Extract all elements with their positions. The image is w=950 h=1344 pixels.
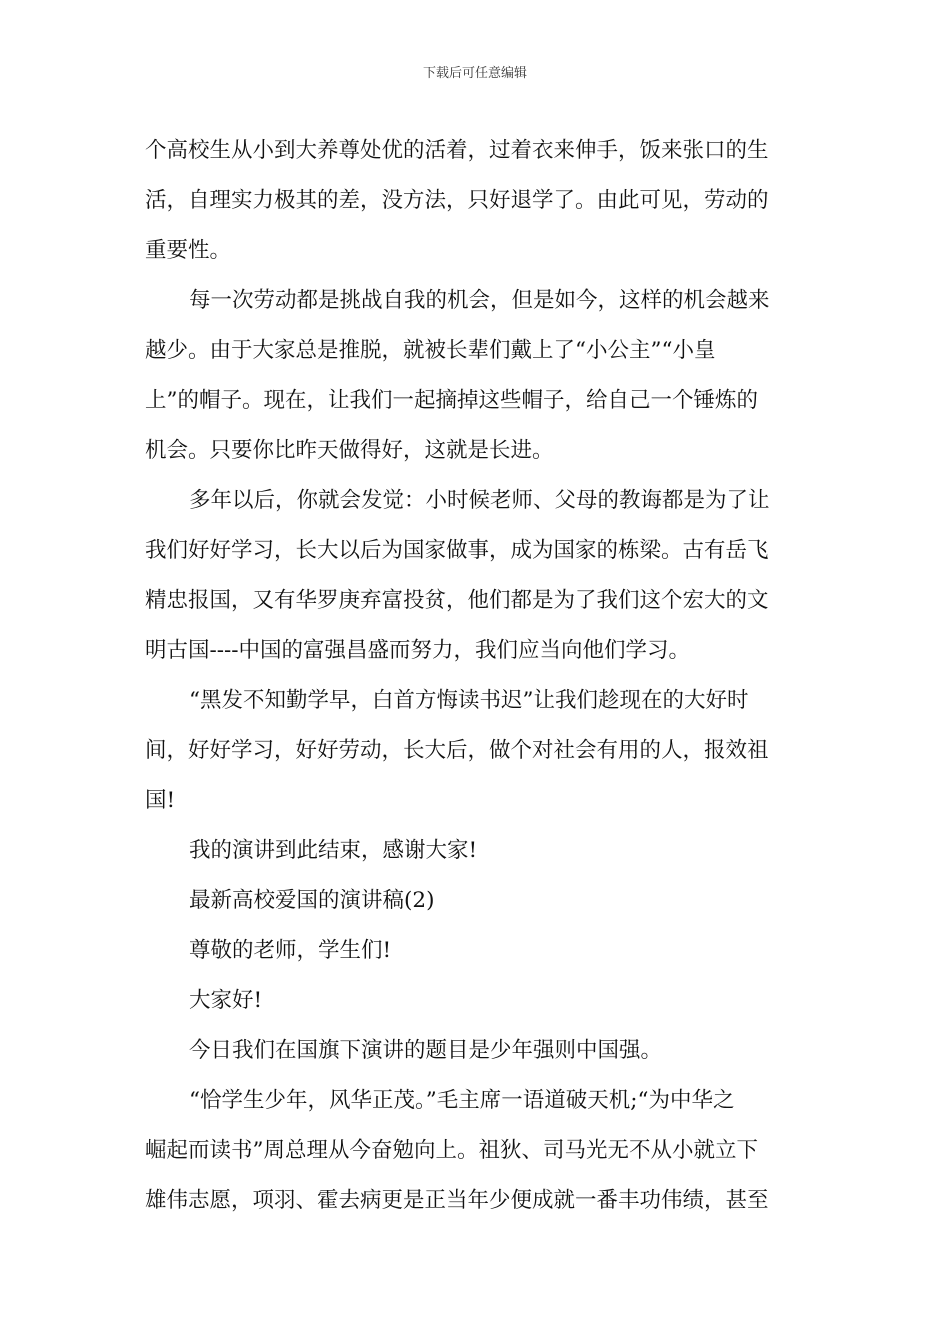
text-line: 上”的帽子。现在，让我们一起摘掉这些帽子，给自己一个锤炼的 (145, 388, 758, 413)
text-line: “黑发不知勤学早，白首方悔读书迟”让我们趁现在的大好时 (189, 688, 749, 713)
text-line: 活，自理实力极其的差，没方法，只好退学了。由此可见，劳动的 (145, 188, 769, 213)
page-header: 下载后可任意编辑 (422, 66, 527, 81)
text-line: 国! (145, 788, 176, 813)
text-line: 多年以后，你就会发觉：小时候老师、父母的教诲都是为了让 (189, 488, 770, 513)
text-line: 间，好好学习，好好劳动，长大后，做个对社会有用的人，报效祖 (145, 738, 769, 763)
text-line: 个高校生从小到大养尊处优的活着，过着衣来伸手，饭来张口的生 (145, 138, 769, 163)
text-line: “恰学生少年，风华正茂。”毛主席一语道破天机;“为中华之 (189, 1088, 735, 1113)
text-line: 今日我们在国旗下演讲的题目是少年强则中国强。 (189, 1038, 663, 1063)
text-line: 精忠报国，又有华罗庚弃富投贫，他们都是为了我们这个宏大的文 (145, 588, 769, 613)
text-line: 机会。只要你比昨天做得好，这就是长进。 (145, 438, 554, 463)
text-line: 最新高校爱国的演讲稿(2) (189, 888, 435, 913)
text-line: 每一次劳动都是挑战自我的机会，但是如今，这样的机会越来 (189, 288, 770, 313)
text-line: 我们好好学习，长大以后为国家做事，成为国家的栋梁。古有岳飞 (145, 538, 769, 563)
text-line: 我的演讲到此结束，感谢大家! (189, 838, 478, 863)
text-line: 尊敬的老师，学生们! (189, 938, 392, 963)
document-body (145, 126, 805, 1226)
text-line: 明古国----中国的富强昌盛而努力，我们应当向他们学习。 (145, 638, 691, 663)
text-line: 越少。由于大家总是推脱，就被长辈们戴上了“小公主”“小皇 (145, 338, 716, 363)
text-line: 雄伟志愿，项羽、霍去病更是正当年少便成就一番丰功伟绩，甚至 (145, 1188, 769, 1213)
text-line: 重要性。 (145, 238, 232, 263)
text-line: 大家好! (189, 988, 263, 1013)
text-line: 崛起而读书”周总理从今奋勉向上。祖狄、司马光无不从小就立下 (145, 1138, 758, 1163)
